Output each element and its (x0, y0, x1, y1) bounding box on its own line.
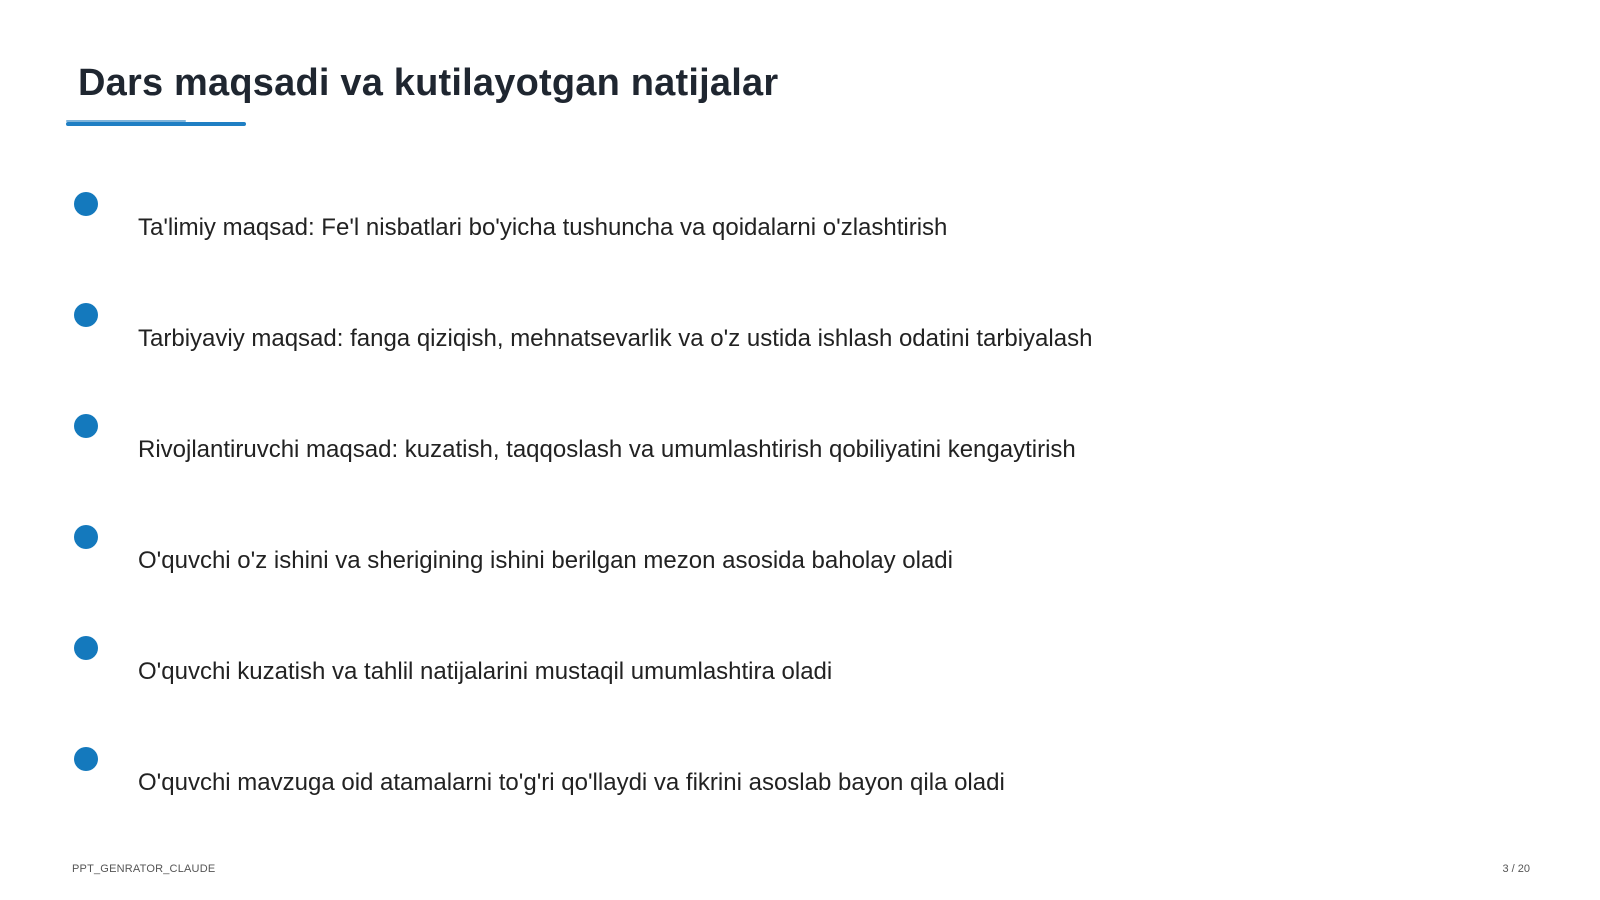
list-item (0, 636, 1500, 716)
bullet-dot-icon (74, 303, 98, 327)
list-item-text: Tarbiyaviy maqsad: fanga qiziqish, mehnatsevarlik va o'z ustida ishlash odatini tarbiyalash (138, 325, 1093, 352)
list-item-text: O'quvchi kuzatish va tahlil natijalarini mustaqil umumlashtira oladi (138, 658, 833, 685)
list-item-text: Ta'limiy maqsad: Fe'l nisbatlari bo'yicha tushuncha va qoidalarni o'zlashtirish (138, 214, 948, 241)
bullet-dot-icon (74, 636, 98, 660)
list-item (0, 192, 1500, 272)
page-indicator: 3 / 20 (1502, 863, 1530, 875)
list-item (0, 747, 1500, 827)
list-item-text: O'quvchi o'z ishini va sherigining ishini berilgan mezon asosida baholay oladi (138, 547, 953, 574)
bullet-dot-icon (74, 747, 98, 771)
list-item (0, 303, 1500, 383)
bullet-dot-icon (74, 192, 98, 216)
slide-title: Dars maqsadi va kutilayotgan natijalar (78, 62, 779, 104)
bullet-dot-icon (74, 414, 98, 438)
bullet-dot-icon (74, 525, 98, 549)
list-item-text: Rivojlantiruvchi maqsad: kuzatish, taqqoslash va umumlashtirish qobiliyatini kengaytirish (138, 436, 1076, 463)
footer-brand: PPT_GENRATOR_CLAUDE (72, 863, 216, 875)
list-item-text: O'quvchi mavzuga oid atamalarni to'g'ri qo'llaydi va fikrini asoslab bayon qila oladi (138, 769, 1005, 796)
list-item (0, 414, 1500, 494)
list-item (0, 525, 1500, 605)
